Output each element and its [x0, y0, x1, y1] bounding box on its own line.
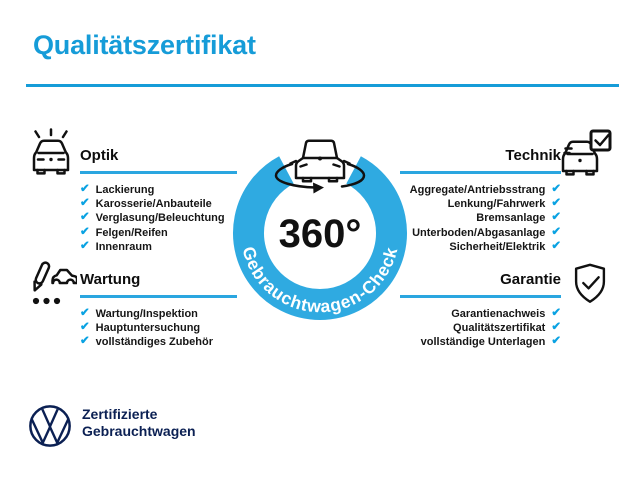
degree-label: 360° [278, 212, 362, 256]
section-heading-garantie: Garantie [500, 271, 561, 288]
check-icon: ✔ [80, 321, 90, 334]
check-icon: ✔ [80, 197, 90, 210]
check-item-label: Aggregate/Antriebsstrang [409, 183, 546, 196]
check-item-label: Bremsanlage [476, 212, 546, 225]
check-item-label: vollständiges Zubehör [95, 336, 213, 349]
section-underline [80, 171, 237, 174]
check-icon: ✔ [80, 335, 90, 348]
check-item-label: Hauptuntersuchung [95, 321, 201, 334]
check-item-label: Qualitätszertifikat [453, 321, 546, 334]
check-icon: ✔ [551, 225, 561, 238]
section-heading-technik: Technik [505, 147, 561, 164]
check-icon: ✔ [551, 211, 561, 224]
check-icon: ✔ [80, 306, 90, 319]
ring-label: Gebrauchtwagen-Check [238, 244, 402, 317]
section-heading-wartung: Wartung [80, 271, 141, 288]
check-icon: ✔ [551, 306, 561, 319]
header-divider [26, 84, 619, 87]
check-item-label: Karosserie/Anbauteile [95, 197, 212, 210]
check-item-label: Felgen/Reifen [95, 226, 168, 239]
check-item [80, 335, 260, 349]
car-checkbox-icon [559, 129, 615, 179]
shield-check-icon [567, 261, 613, 307]
vw-logo-icon [27, 403, 73, 449]
section-underline [80, 295, 237, 298]
section-heading-optik: Optik [80, 147, 119, 164]
footer-line1: Zertifizierte [82, 406, 158, 422]
check-item-label: Sicherheit/Elektrik [449, 240, 546, 253]
check-item-label: Verglasung/Beleuchtung [95, 212, 225, 225]
check-icon: ✔ [551, 182, 561, 195]
section-underline [400, 171, 561, 174]
check-icon: ✔ [80, 225, 90, 238]
check-item-label: Lenkung/Fahrwerk [447, 197, 546, 210]
footer-wordmark [82, 406, 196, 439]
check-item-label: Unterboden/Abgasanlage [412, 226, 546, 239]
ring-badge [220, 120, 420, 335]
check-item-label: Garantienachweis [451, 307, 546, 320]
shiny-car-icon [25, 128, 77, 180]
check-item [381, 335, 561, 349]
footer-line2: Gebrauchtwagen [82, 422, 196, 439]
section-underline [400, 295, 561, 298]
check-icon: ✔ [80, 240, 90, 253]
check-icon: ✔ [551, 321, 561, 334]
check-icon: ✔ [551, 335, 561, 348]
check-icon: ✔ [80, 211, 90, 224]
check-item-label: Innenraum [95, 240, 152, 253]
check-icon: ✔ [80, 182, 90, 195]
page-title: Qualitätszertifikat [33, 30, 256, 60]
check-item-label: Lackierung [95, 183, 155, 196]
check-icon: ✔ [551, 240, 561, 253]
service-checklist-icon [25, 257, 77, 309]
check-icon: ✔ [551, 197, 561, 210]
check-item-label: Wartung/Inspektion [95, 307, 198, 320]
check-item-label: vollständige Unterlagen [420, 336, 546, 349]
